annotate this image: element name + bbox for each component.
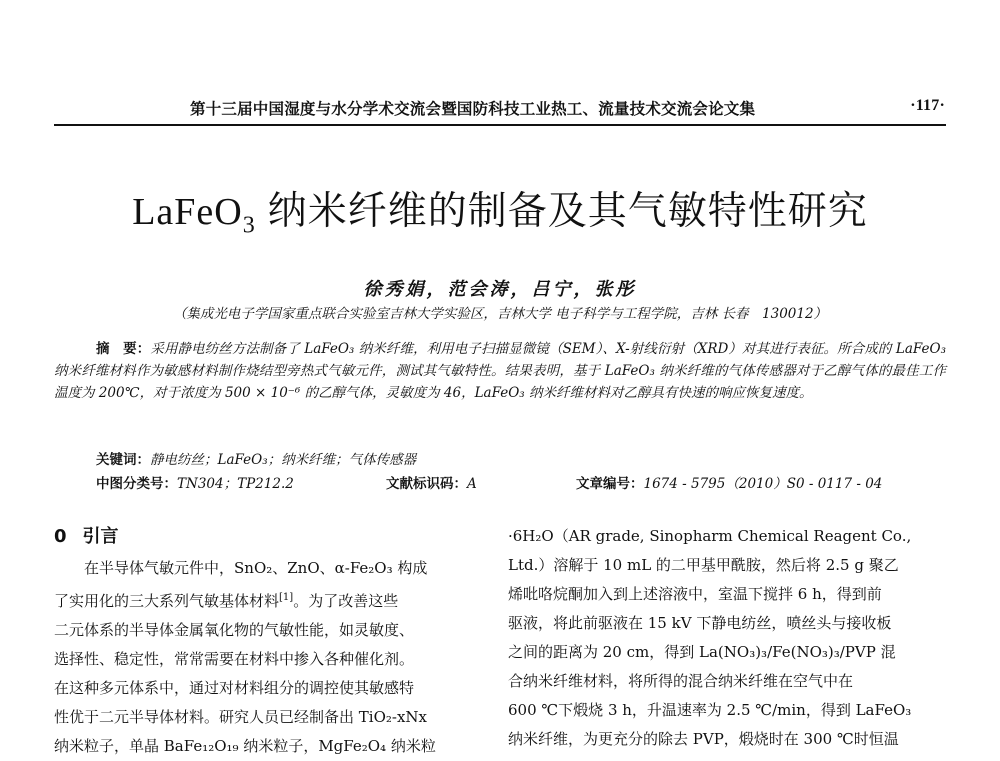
text-line: Ltd.）溶解于 10 mL 的二甲基甲酰胺，然后将 2.5 g 聚乙 bbox=[508, 556, 899, 574]
abstract-text: 采用静电纺丝方法制备了 LaFeO₃ 纳米纤维，利用电子扫描显微镜（SEM）、X-射线衍射（XRD）对其进行表征。所合成的 LaFeO₃ 纳米纤维材料作为敏感材料制作烧结型旁热式气敏元件，测试其气敏特性。结果表明，基于 LaFeO₃ 纳米纤维的气体传感器对于乙醇气体的最佳工作温度为 200℃，对于浓度为 500 × 10⁻⁶ 的乙醇气体，灵敏度为 46，LaFeO₃ 纳米纤维材料对乙醇具有快速的响应恢复速度。 bbox=[54, 341, 946, 401]
header-rule bbox=[54, 124, 946, 126]
article-number-label: 文章编号： bbox=[576, 476, 644, 492]
abstract bbox=[54, 338, 946, 404]
text-line: 纳米粒子，单晶 BaFe₁₂O₁₉ 纳米粒子，MgFe₂O₄ 纳米粒 bbox=[54, 737, 436, 755]
text-line: 驱液，将此前驱液在 15 kV 下静电纺丝，喷丝头与接收板 bbox=[508, 614, 892, 632]
text-line: 纳米纤维，为更充分的除去 PVP，煅烧时在 300 ℃时恒温 bbox=[508, 730, 899, 748]
running-header bbox=[150, 94, 945, 120]
left-column bbox=[54, 522, 494, 761]
title-formula: LaFeO$_3$ bbox=[132, 191, 256, 239]
text-line: 600 ℃下煅烧 3 h，升温速率为 2.5 ℃/min，得到 LaFeO₃ bbox=[508, 701, 912, 719]
right-column bbox=[508, 522, 948, 754]
conference-title: 第十三届中国湿度与水分学术交流会暨国防科技工业热工、流量技术交流会论文集 bbox=[190, 100, 756, 118]
section-heading bbox=[54, 522, 494, 554]
article-number-value: 1674 - 5795（2010）S0 - 0117 - 04 bbox=[643, 476, 883, 492]
text-line: 在半导体气敏元件中，SnO₂、ZnO、α-Fe₂O₃ 构成 bbox=[84, 559, 428, 577]
page-number: ·117· bbox=[910, 97, 945, 114]
doc-code-label: 文献标识码： bbox=[386, 476, 467, 492]
citation: [1] bbox=[279, 592, 294, 603]
doc-code-value: A bbox=[467, 476, 477, 492]
abstract-label: 摘 要： bbox=[96, 341, 151, 357]
clc-label: 中图分类号： bbox=[96, 476, 177, 492]
keywords bbox=[96, 448, 416, 468]
authors: 徐秀娟，范会涛，吕宁，张彤 bbox=[363, 279, 637, 300]
text-line: 选择性、稳定性，常常需要在材料中掺入各种催化剂。 bbox=[54, 650, 415, 668]
text-line: 二元体系的半导体金属氧化物的气敏性能，如灵敏度、 bbox=[54, 621, 415, 639]
section-number: 0 bbox=[54, 526, 67, 547]
affiliation: （集成光电子学国家重点联合实验室吉林大学实验区，吉林大学 电子科学与工程学院，吉林 长春 130012） bbox=[172, 306, 828, 322]
title-text: 纳米纤维的制备及其气敏特性研究 bbox=[267, 189, 868, 234]
clc-value: TN304；TP212.2 bbox=[177, 476, 294, 492]
text-line: 在这种多元体系中，通过对材料组分的调控使其敏感特 bbox=[54, 679, 415, 697]
keywords-label: 关键词： bbox=[96, 452, 150, 468]
text-line: 之间的距离为 20 cm，得到 La(NO₃)₃/Fe(NO₃)₃/PVP 混 bbox=[508, 643, 896, 661]
keywords-text: 静电纺丝；LaFeO₃；纳米纤维；气体传感器 bbox=[150, 452, 417, 468]
text-line: ·6H₂O（AR grade, Sinopharm Chemical Reagent Co., bbox=[508, 527, 912, 545]
section-title: 引言 bbox=[82, 526, 119, 547]
paper-title bbox=[0, 180, 1000, 240]
text-line: 合纳米纤维材料，将所得的混合纳米纤维在空气中在 bbox=[508, 672, 854, 690]
text-line: 烯吡咯烷酮加入到上述溶液中，室温下搅拌 6 h，得到前 bbox=[508, 585, 882, 603]
text-line: 了实用化的三大系列气敏基体材料[1]。为了改善这些 bbox=[54, 592, 399, 610]
classification-line bbox=[96, 472, 926, 492]
text-line: 性优于二元半导体材料。研究人员已经制备出 TiO₂-xNx bbox=[54, 708, 427, 726]
